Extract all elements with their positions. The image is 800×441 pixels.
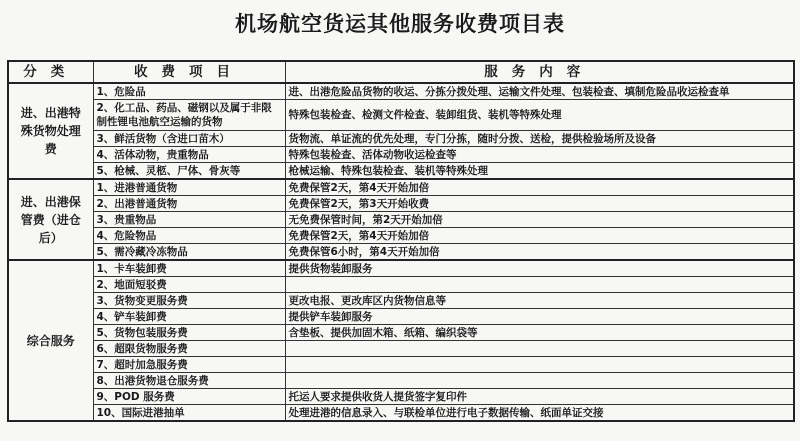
- fee-item: 4、铲车装卸费: [93, 309, 285, 325]
- table-row: [8, 179, 794, 196]
- table-row: [8, 131, 794, 147]
- table-row: [8, 309, 794, 325]
- table-row: [8, 357, 794, 373]
- fee-item: 1、危险品: [93, 83, 285, 100]
- fee-item: 9、POD 服务费: [93, 389, 285, 405]
- table-row: [8, 196, 794, 212]
- fee-item: 5、枪械、灵柩、尸体、骨灰等: [93, 163, 285, 180]
- service-content: 特殊包装检查、活体动物收运检查等: [285, 147, 794, 163]
- table-row: [8, 277, 794, 293]
- fee-item: 8、出港货物退仓服务费: [93, 373, 285, 389]
- table-row: [8, 212, 794, 228]
- table-row: [8, 244, 794, 261]
- table-row: [8, 147, 794, 163]
- service-content: 含垫板、提供加固木箱、纸箱、编织袋等: [285, 325, 794, 341]
- table-row: [8, 341, 794, 357]
- fee-item: 3、货物变更服务费: [93, 293, 285, 309]
- table-header-row: [8, 61, 794, 83]
- fee-item: 5、货物包装服务费: [93, 325, 285, 341]
- header-service: 服务内容: [285, 61, 794, 83]
- service-content: 特殊包装检查、检测文件检查、装卸组货、装机等特殊处理: [285, 100, 794, 131]
- service-content: 处理进港的信息录入、与联检单位进行电子数据传输、纸面单证交接: [285, 405, 794, 422]
- table-row: [8, 260, 794, 277]
- service-content: 免费保管2天，第4天开始加倍: [285, 228, 794, 244]
- service-content: 无免费保管时间，第2天开始加倍: [285, 212, 794, 228]
- fee-item: 3、贵重物品: [93, 212, 285, 228]
- service-content: [285, 277, 794, 293]
- fee-item: 2、地面短驳费: [93, 277, 285, 293]
- fee-item: 10、国际进港抽单: [93, 405, 285, 422]
- service-content: [285, 341, 794, 357]
- service-content: 枪械运输、特殊包装检查、装机等特殊处理: [285, 163, 794, 180]
- fee-item: 2、化工品、药品、磁钢以及属于非限制性锂电池航空运输的货物: [93, 100, 285, 131]
- fee-table: [7, 60, 795, 422]
- fee-item: 1、卡车装卸费: [93, 260, 285, 277]
- service-content: 提供铲车装卸服务: [285, 309, 794, 325]
- fee-item: 1、进港普通货物: [93, 179, 285, 196]
- fee-item: 5、需冷藏冷冻物品: [93, 244, 285, 261]
- service-content: 货物流、单证流的优先处理，专门分拣，随时分拨、送检，提供检验场所及设备: [285, 131, 794, 147]
- table-row: [8, 83, 794, 100]
- fee-item: 4、活体动物，贵重物品: [93, 147, 285, 163]
- table-row: [8, 228, 794, 244]
- service-content: [285, 373, 794, 389]
- table-row: [8, 100, 794, 131]
- service-content: 更改电报、更改库区内货物信息等: [285, 293, 794, 309]
- service-content: 免费保管2天，第4天开始加倍: [285, 179, 794, 196]
- fee-item: 3、鲜活货物（含进口苗木）: [93, 131, 285, 147]
- table-row: [8, 293, 794, 309]
- header-item: 收费项目: [93, 61, 285, 83]
- fee-item: 6、超限货物服务费: [93, 341, 285, 357]
- table-row: [8, 325, 794, 341]
- service-content: 免费保管6小时，第4天开始加倍: [285, 244, 794, 261]
- table-row: [8, 389, 794, 405]
- fee-item: 7、超时加急服务费: [93, 357, 285, 373]
- table-row: [8, 405, 794, 422]
- header-category: 分类: [8, 61, 93, 83]
- fee-item: 4、危险物品: [93, 228, 285, 244]
- section-category: 进、出港特殊货物处理费: [8, 83, 93, 179]
- fee-item: 2、出港普通货物: [93, 196, 285, 212]
- section-category: 综合服务: [8, 260, 93, 421]
- section-category: 进、出港保管费（进仓后）: [8, 179, 93, 260]
- service-content: 托运人要求提供收货人提货签字复印件: [285, 389, 794, 405]
- service-content: [285, 357, 794, 373]
- service-content: 提供货物装卸服务: [285, 260, 794, 277]
- document-title: 机场航空货运其他服务收费项目表: [235, 11, 565, 36]
- service-content: 进、出港危险品货物的收运、分拣分拨处理、运输文件处理、包装检查、填制危险品收运检查单: [285, 83, 794, 100]
- table-row: [8, 163, 794, 180]
- service-content: 免费保管2天，第3天开始收费: [285, 196, 794, 212]
- table-row: [8, 373, 794, 389]
